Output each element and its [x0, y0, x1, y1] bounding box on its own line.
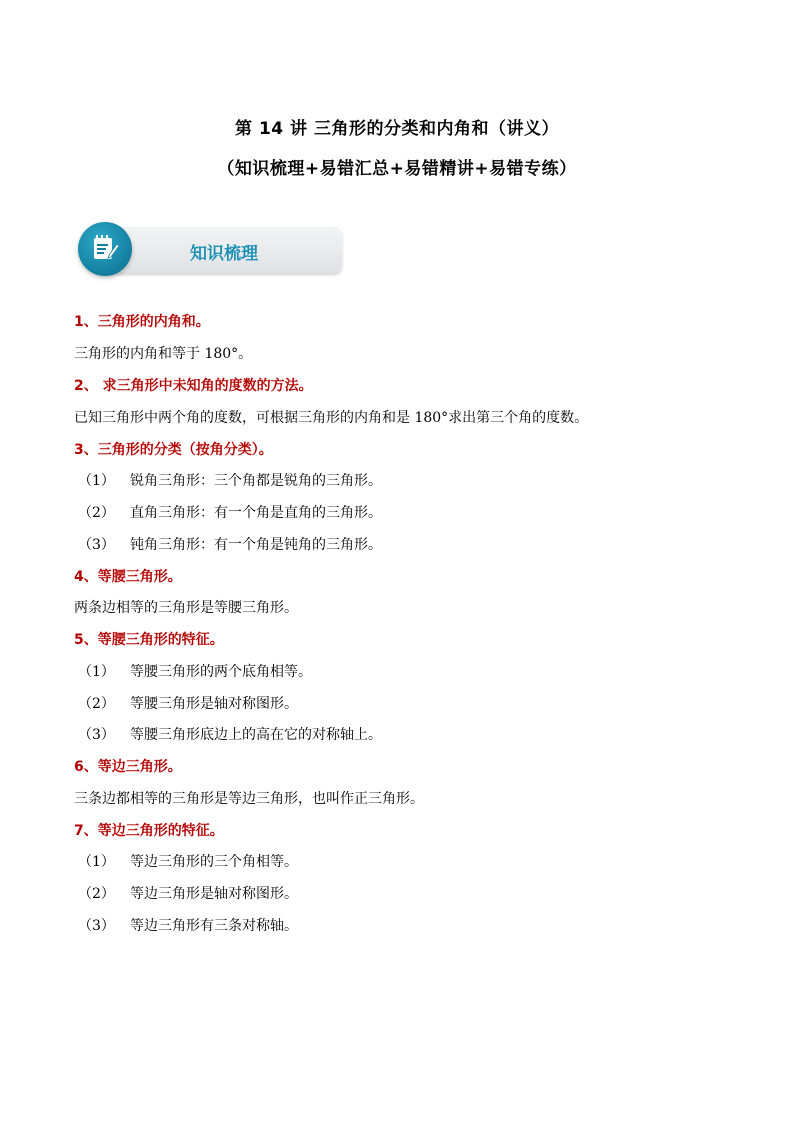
list-item-number: （3） — [78, 537, 115, 553]
section-7-heading: 7、等边三角形的特征。 — [74, 823, 224, 839]
section-2-heading: 2、 求三角形中未知角的度数的方法。 — [74, 378, 313, 394]
list-item-number: （2） — [78, 886, 115, 902]
list-item-text: 直角三角形：有一个角是直角的三角形。 — [130, 505, 382, 521]
section-5-heading: 5、等腰三角形的特征。 — [74, 632, 224, 648]
section-3-heading: 3、三角形的分类（按角分类）。 — [74, 442, 273, 458]
list-item-text: 等腰三角形的两个底角相等。 — [130, 664, 312, 680]
section-6-body: 三条边都相等的三角形是等边三角形，也叫作正三角形。 — [74, 791, 424, 807]
page-title: 第 14 讲 三角形的分类和内角和（讲义） — [235, 119, 559, 139]
section-6-heading: 6、等边三角形。 — [74, 759, 182, 775]
section-1-body: 三角形的内角和等于 180°。 — [74, 346, 253, 362]
list-item-number: （1） — [78, 854, 115, 870]
list-item-text: 等腰三角形底边上的高在它的对称轴上。 — [130, 727, 382, 743]
page-subtitle: （知识梳理+易错汇总+易错精讲+易错专练） — [217, 159, 577, 179]
banner-label: 知识梳理 — [190, 244, 258, 264]
list-item-text: 等边三角形是轴对称图形。 — [130, 886, 298, 902]
notepad-pencil-icon — [78, 222, 132, 276]
section-banner — [78, 222, 342, 278]
list-item-number: （3） — [78, 727, 115, 743]
list-item-text: 钝角三角形：有一个角是钝角的三角形。 — [130, 537, 382, 553]
section-4-body: 两条边相等的三角形是等腰三角形。 — [74, 600, 298, 616]
list-item-number: （1） — [78, 664, 115, 680]
list-item-number: （1） — [78, 473, 115, 489]
section-4-heading: 4、等腰三角形。 — [74, 569, 182, 585]
list-item-text: 等腰三角形是轴对称图形。 — [130, 696, 298, 712]
list-item-text: 等边三角形的三个角相等。 — [130, 854, 298, 870]
list-item-number: （3） — [78, 918, 115, 934]
list-item-number: （2） — [78, 505, 115, 521]
list-item-text: 锐角三角形：三个角都是锐角的三角形。 — [130, 473, 382, 489]
list-item-text: 等边三角形有三条对称轴。 — [130, 918, 298, 934]
section-2-body: 已知三角形中两个角的度数，可根据三角形的内角和是 180°求出第三个角的度数。 — [74, 410, 589, 426]
section-1-heading: 1、三角形的内角和。 — [74, 314, 210, 330]
list-item-number: （2） — [78, 696, 115, 712]
